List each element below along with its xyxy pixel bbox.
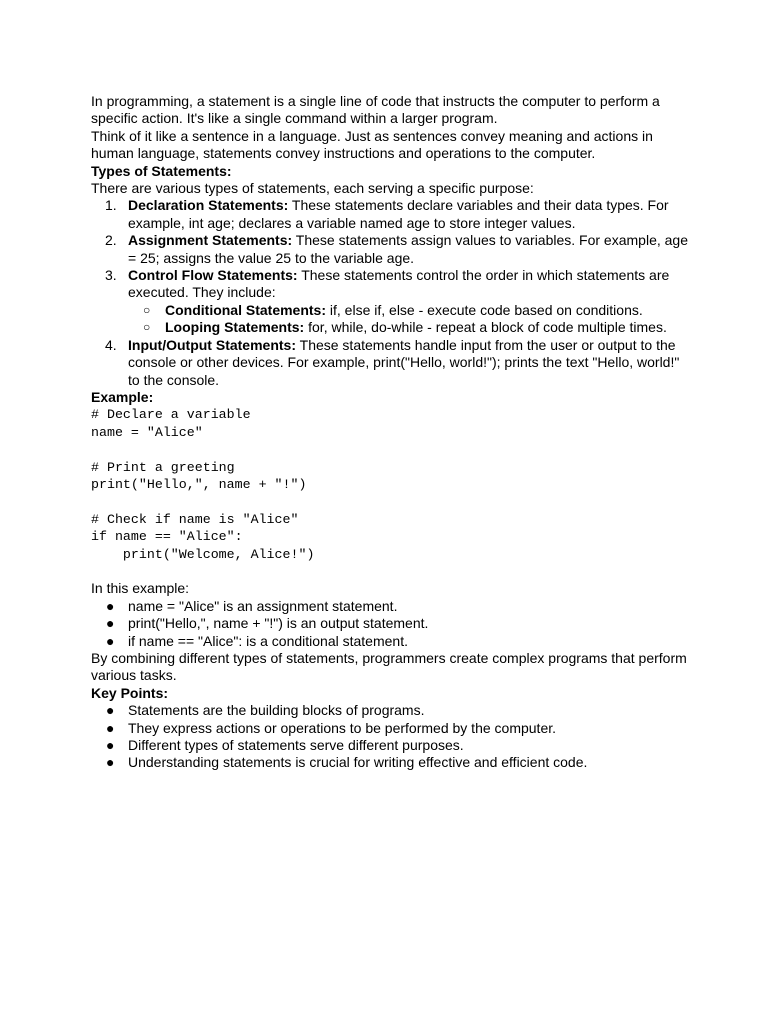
code-line: name = "Alice": [91, 424, 203, 440]
code-line: # Print a greeting: [91, 459, 235, 475]
closing-paragraph: By combining different types of statements, programmers create complex programs that perform various tasks.: [91, 649, 687, 684]
list-item-title: Declaration Statements:: [128, 197, 289, 214]
list-item: [106, 597, 691, 615]
bullet-icon: ●: [106, 702, 115, 719]
bullet-icon: ●: [106, 597, 115, 614]
list-item-title: Input/Output Statements:: [128, 336, 296, 353]
code-block: [91, 406, 691, 563]
key-points-heading: Key Points:: [91, 684, 169, 701]
intro-paragraph-1: In programming, a statement is a single line of code that instructs the computer to perform a specific action. It's like a single command within a larger program.: [91, 93, 660, 127]
code-line: # Check if name is "Alice": [91, 511, 299, 527]
code-blank-line: [91, 493, 691, 510]
list-item-text: These statements handle input from the user or output to the console or other devices. For example, print("Hello, world!"); prints the text "Hello, world!" to the console.: [128, 336, 680, 388]
list-item-title: Assignment Statements:: [128, 232, 293, 249]
example-explain-lead: In this example:: [91, 580, 190, 597]
list-item: [106, 615, 691, 632]
list-item-text: Different types of statements serve different purposes.: [128, 736, 464, 753]
list-item-text: Statements are the building blocks of programs.: [128, 702, 425, 719]
intro-paragraph-2: Think of it like a sentence in a language. Just as sentences convey meaning and actions in human language, statements convey instructions and operations to the computer.: [91, 127, 653, 162]
control-flow-sublist: [128, 302, 691, 337]
list-item-text: These statements declare variables and their data types. For example, int age; declares a variable named age to store integer values.: [128, 197, 669, 231]
list-number: 2.: [105, 232, 117, 249]
types-list: [91, 197, 691, 388]
types-heading: Types of Statements:: [91, 162, 232, 179]
list-item: [106, 736, 691, 754]
sublist-item-title: Looping Statements:: [165, 319, 305, 336]
bullet-icon: ●: [106, 754, 115, 771]
code-line: # Declare a variable: [91, 407, 251, 423]
list-item-text: name = "Alice" is an assignment statement.: [128, 597, 398, 614]
list-item: [105, 232, 691, 267]
sublist-item-title: Conditional Statements:: [165, 301, 327, 318]
list-item: [106, 702, 691, 719]
bullet-icon: ●: [106, 615, 115, 632]
bullet-icon: ●: [106, 719, 115, 736]
example-explain-list: [91, 598, 691, 650]
list-item: [105, 197, 691, 232]
spacer: [91, 563, 691, 580]
bullet-icon: ●: [106, 632, 115, 649]
list-item: [106, 632, 691, 650]
list-item: [106, 719, 691, 737]
hollow-circle-icon: ○: [143, 302, 151, 317]
key-points-list: [91, 702, 691, 772]
hollow-circle-icon: ○: [143, 320, 151, 335]
list-number: 4.: [105, 336, 117, 353]
code-blank-line: [91, 441, 691, 458]
code-line: print("Hello,", name + "!"): [91, 476, 307, 492]
list-item-title: Control Flow Statements:: [128, 267, 298, 284]
list-item-text: print("Hello,", name + "!") is an output statement.: [128, 615, 429, 632]
document-body: [91, 93, 691, 772]
list-item-text: if name == "Alice": is a conditional statement.: [128, 632, 408, 649]
list-item: [106, 754, 691, 771]
code-line: print("Welcome, Alice!"): [91, 546, 315, 562]
code-line: if name == "Alice":: [91, 529, 243, 545]
sublist-item-text: if, else if, else - execute code based on conditions.: [326, 301, 643, 318]
sublist-item: [143, 301, 691, 319]
types-lead: There are various types of statements, each serving a specific purpose:: [91, 180, 534, 197]
list-item: [105, 336, 691, 389]
list-item-text: These statements assign values to variables. For example, age = 25; assigns the value 25 to the variable age.: [128, 232, 688, 266]
list-item: [105, 267, 691, 337]
list-number: 3.: [105, 267, 117, 284]
list-item-text: They express actions or operations to be performed by the computer.: [128, 719, 557, 736]
sublist-item-text: for, while, do-while - repeat a block of code multiple times.: [304, 319, 667, 336]
list-item-text: Understanding statements is crucial for writing effective and efficient code.: [128, 754, 588, 771]
example-heading: Example:: [91, 388, 154, 405]
bullet-icon: ●: [106, 736, 115, 753]
list-number: 1.: [105, 197, 117, 214]
sublist-item: [143, 319, 691, 336]
list-item-text: These statements control the order in which statements are executed. They include:: [128, 267, 670, 301]
